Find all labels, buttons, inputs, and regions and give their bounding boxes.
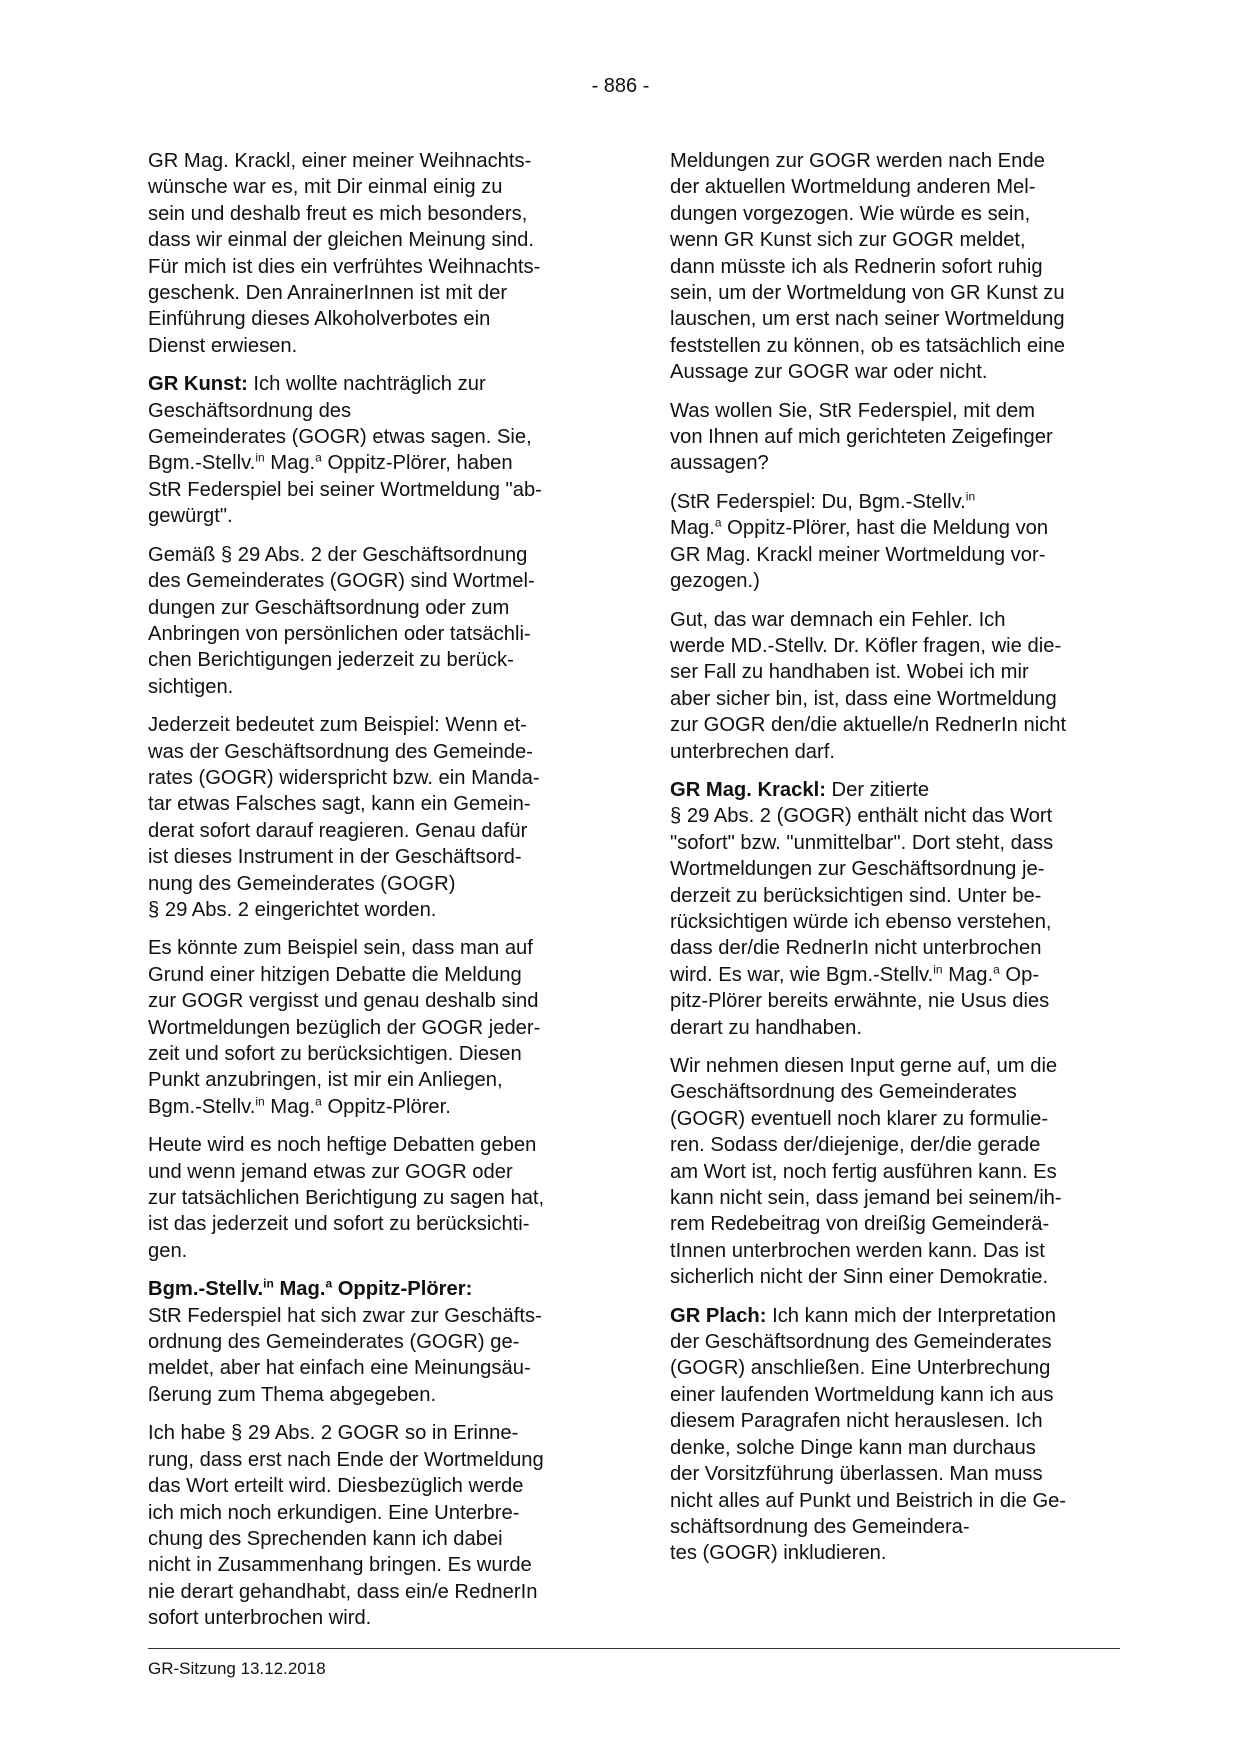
- speaker-name: GR Mag. Krackl:: [670, 778, 826, 801]
- text-line: (StR Federspiel: Du, Bgm.-Stellv.: [670, 490, 966, 513]
- text-line: Einführung dieses Alkoholverbotes ein: [148, 308, 491, 331]
- text-line: "sofort" bzw. "unmittelbar". Dort steht, dass: [670, 831, 1054, 854]
- paragraph-meldungen: [670, 148, 1130, 386]
- text-line: Oppitz-Plörer, hast die Meldung von: [721, 517, 1049, 540]
- paragraph-zwischenruf: [670, 489, 1130, 595]
- text-line: Oppitz-Plörer.: [321, 1095, 451, 1118]
- text-line: chen Berichtigungen jederzeit zu berück-: [148, 649, 514, 672]
- text-line: Dienst erwiesen.: [148, 334, 298, 357]
- text-line: der Vorsitzführung überlassen. Man muss: [670, 1463, 1043, 1486]
- text-line: Geschäftsordnung des: [148, 399, 352, 422]
- text-line: StR Federspiel bei seiner Wortmeldung "ab-: [148, 478, 542, 501]
- paragraph-oppitz-ploerer: [148, 1276, 608, 1408]
- superscript: a: [325, 1276, 333, 1291]
- text-line: Oppitz-Plörer, haben: [321, 452, 513, 475]
- speaker-name: Bgm.-Stellv.$^{in}$ Mag.$^a$ Oppitz-Plörer:: [148, 1276, 473, 1301]
- text-line: und wenn jemand etwas zur GOGR oder: [148, 1160, 513, 1183]
- text-line: Bgm.-Stellv.: [148, 452, 256, 475]
- text-line: tInnen unterbrochen werden kann. Das ist: [670, 1239, 1045, 1262]
- text-line: Wortmeldungen bezüglich der GOGR jeder-: [148, 1016, 541, 1039]
- text-line: derart zu handhaben.: [670, 1016, 862, 1039]
- superscript: a: [315, 450, 322, 465]
- text-line: Grund einer hitzigen Debatte die Meldung: [148, 963, 522, 986]
- text-line: ist das jederzeit und sofort zu berücksichti-: [148, 1213, 530, 1236]
- text-line: Punkt anzubringen, ist mir ein Anliegen,: [148, 1069, 503, 1092]
- text-line: diesem Paragrafen nicht herauslesen. Ich: [670, 1410, 1043, 1433]
- superscript: a: [315, 1094, 322, 1109]
- text-line: nicht alles auf Punkt und Beistrich in die Ge-: [670, 1489, 1067, 1512]
- text-line: Wortmeldungen zur Geschäftsordnung je-: [670, 858, 1045, 881]
- superscript: in: [263, 1276, 274, 1291]
- text-line: Ich wollte nachträglich zur: [247, 373, 486, 396]
- left-column: [148, 148, 608, 1644]
- text-line: Ich kann mich der Interpretation: [766, 1304, 1056, 1327]
- footer-divider: [148, 1648, 1120, 1649]
- text-line: aussagen?: [670, 452, 769, 475]
- paragraph-gr-kunst: [148, 371, 608, 529]
- text-line: von Ihnen auf mich gerichteten Zeigefinger: [670, 426, 1053, 449]
- text-line: Op-: [999, 963, 1040, 986]
- text-line: rücksichtigen würde ich ebenso verstehen,: [670, 910, 1052, 933]
- text-line: tes (GOGR) inkludieren.: [670, 1542, 887, 1565]
- text-line: der aktuellen Wortmeldung anderen Mel-: [670, 176, 1036, 199]
- superscript: in: [933, 962, 943, 977]
- text-line: wird. Es war, wie Bgm.-Stellv.: [670, 963, 934, 986]
- paragraph-gr-plach: [670, 1303, 1130, 1567]
- text-line: dass der/die RednerIn nicht unterbrochen: [670, 937, 1042, 960]
- right-column: [670, 148, 1130, 1579]
- paragraph-gemaess-29: [148, 542, 608, 700]
- speaker-name: GR Kunst:: [148, 373, 248, 396]
- text-line: denke, solche Dinge kann man durchaus: [670, 1436, 1036, 1459]
- text-line: chung des Sprechenden kann ich dabei: [148, 1527, 503, 1550]
- text-line: Für mich ist dies ein verfrühtes Weihnachts-: [148, 255, 541, 278]
- text-line: Wir nehmen diesen Input gerne auf, um die: [670, 1055, 1058, 1077]
- text-line: was der Geschäftsordnung des Gemeinde-: [148, 740, 533, 763]
- text-line: ser Fall zu handhaben ist. Wobei ich mir: [670, 661, 1029, 684]
- text-line: gezogen.): [670, 570, 760, 593]
- text-line: ordnung des Gemeinderates (GOGR) ge-: [148, 1331, 520, 1354]
- paragraph-erinnerung: [148, 1420, 608, 1631]
- paragraph-zeigefinger: [670, 398, 1130, 477]
- text-line: dungen zur Geschäftsordnung oder zum: [148, 596, 510, 619]
- text-line: Bgm.-Stellv.: [148, 1095, 256, 1118]
- text-line: rem Redebeitrag von dreißig Gemeinderä-: [670, 1213, 1050, 1236]
- text-line: Jederzeit bedeutet zum Beispiel: Wenn et-: [148, 714, 527, 737]
- text-line: § 29 Abs. 2 (GOGR) enthält nicht das Wort: [670, 805, 1053, 828]
- text-line: Mag.: [942, 963, 994, 986]
- text-line: werde MD.-Stellv. Dr. Köfler fragen, wie die-: [670, 634, 1062, 657]
- paragraph-hitzige-debatte: [148, 935, 608, 1120]
- text-line: Ich habe § 29 Abs. 2 GOGR so in Erinne-: [148, 1422, 519, 1445]
- text-line: Was wollen Sie, StR Federspiel, mit dem: [670, 399, 1035, 422]
- superscript: in: [255, 1094, 265, 1109]
- text-line: ich mich noch erkundigen. Eine Unterbre-: [148, 1501, 520, 1524]
- text-line: lauschen, um erst nach seiner Wortmeldung: [670, 308, 1065, 331]
- text-line: nicht in Zusammenhang bringen. Es wurde: [148, 1554, 532, 1577]
- text-line: Geschäftsordnung des Gemeinderates: [670, 1081, 1017, 1104]
- text-line: der Geschäftsordnung des Gemeinderates: [670, 1331, 1052, 1354]
- text-line: Es könnte zum Beispiel sein, dass man auf: [148, 937, 533, 960]
- text-line: derzeit zu berücksichtigen sind. Unter be-: [670, 884, 1042, 907]
- text-line: (GOGR) anschließen. Eine Unterbrechung: [670, 1357, 1051, 1380]
- text-line: GR Mag. Krackl meiner Wortmeldung vor-: [670, 543, 1046, 566]
- text-line: pitz-Plörer bereits erwähnte, nie Usus dies: [670, 990, 1050, 1013]
- text-line: rung, dass erst nach Ende der Wortmeldung: [148, 1448, 544, 1471]
- text-line: Gemeinderates (GOGR) etwas sagen. Sie,: [148, 426, 532, 449]
- speaker-name: GR Plach:: [670, 1304, 767, 1327]
- paragraph-fehler: [670, 607, 1130, 765]
- text-line: § 29 Abs. 2 eingerichtet worden.: [148, 898, 437, 921]
- text-line: dann müsste ich als Rednerin sofort ruhig: [670, 255, 1043, 278]
- text-line: Der zitierte: [825, 778, 930, 801]
- text-line: GR Mag. Krackl, einer meiner Weihnachts-: [148, 150, 532, 172]
- text-line: sein und deshalb freut es mich besonders,: [148, 202, 528, 225]
- text-line: zeit und sofort zu berücksichtigen. Diesen: [148, 1043, 522, 1065]
- text-line: sein, um der Wortmeldung von GR Kunst zu: [670, 282, 1065, 305]
- footer-session-date: GR-Sitzung 13.12.2018: [148, 1659, 326, 1678]
- text-line: tar etwas Falsches sagt, kann ein Gemein-: [148, 793, 531, 816]
- text-line: sicherlich nicht der Sinn einer Demokratie.: [670, 1266, 1049, 1289]
- text-line: gewürgt".: [148, 505, 233, 528]
- text-line: am Wort ist, noch fertig ausführen kann. Es: [670, 1160, 1057, 1183]
- superscript: a: [993, 962, 1000, 977]
- text-line: geschenk. Den AnrainerInnen ist mit der: [148, 282, 508, 305]
- text-line: ßerung zum Thema abgegeben.: [148, 1383, 437, 1406]
- superscript: in: [255, 450, 265, 465]
- text-line: nie derart gehandhabt, dass ein/e RednerIn: [148, 1580, 538, 1603]
- text-line: meldet, aber hat einfach eine Meinungsäu-: [148, 1357, 531, 1380]
- paragraph-weihnachtswunsch: [148, 148, 608, 359]
- text-line: Heute wird es noch heftige Debatten geben: [148, 1134, 537, 1157]
- paragraph-heute: [148, 1132, 608, 1264]
- text-line: Mag.: [264, 452, 316, 475]
- text-line: das Wort erteilt wird. Diesbezüglich werde: [148, 1475, 524, 1498]
- text-line: des Gemeinderates (GOGR) sind Wortmel-: [148, 570, 535, 593]
- text-line: rates (GOGR) widerspricht bzw. ein Manda-: [148, 766, 540, 789]
- paragraph-gr-krackl: [670, 777, 1130, 1041]
- text-line: aber sicher bin, ist, dass eine Wortmeldung: [670, 687, 1057, 710]
- text-line: wenn GR Kunst sich zur GOGR meldet,: [670, 229, 1026, 252]
- text-line: dass wir einmal der gleichen Meinung sind.: [148, 229, 535, 252]
- text-line: dungen vorgezogen. Wie würde es sein,: [670, 202, 1031, 225]
- text-line: Mag.: [264, 1095, 316, 1118]
- text-line: schäftsordnung des Gemeindera-: [670, 1515, 970, 1538]
- text-line: Mag.: [670, 517, 715, 540]
- text-line: nung des Gemeinderates (GOGR): [148, 872, 456, 895]
- text-line: wünsche war es, mit Dir einmal einig zu: [148, 176, 503, 199]
- paragraph-input: [670, 1053, 1130, 1291]
- text-line: zur GOGR vergisst und genau deshalb sind: [148, 990, 539, 1013]
- paragraph-jederzeit: [148, 712, 608, 923]
- text-line: Gemäß § 29 Abs. 2 der Geschäftsordnung: [148, 543, 528, 566]
- page-number: - 886 -: [591, 75, 650, 97]
- text-line: ist dieses Instrument in der Geschäftsord-: [148, 846, 522, 869]
- text-line: einer laufenden Wortmeldung kann ich aus: [670, 1383, 1054, 1406]
- text-line: gen.: [148, 1239, 188, 1262]
- text-line: unterbrechen darf.: [670, 740, 835, 763]
- text-line: zur tatsächlichen Berichtigung zu sagen hat,: [148, 1187, 545, 1210]
- text-line: ren. Sodass der/diejenige, der/die gerade: [670, 1134, 1041, 1157]
- text-line: sofort unterbrochen wird.: [148, 1607, 372, 1630]
- text-line: feststellen zu können, ob es tatsächlich eine: [670, 334, 1066, 357]
- text-line: Gut, das war demnach ein Fehler. Ich: [670, 608, 1006, 631]
- text-line: (GOGR) eventuell noch klarer zu formulie-: [670, 1107, 1049, 1130]
- text-line: derat sofort darauf reagieren. Genau dafür: [148, 819, 528, 842]
- text-line: Meldungen zur GOGR werden nach Ende: [670, 150, 1045, 172]
- text-line: sichtigen.: [148, 675, 234, 698]
- superscript: a: [714, 515, 722, 530]
- superscript: in: [965, 489, 976, 504]
- text-line: StR Federspiel hat sich zwar zur Geschäfts-: [148, 1304, 542, 1327]
- text-line: kann nicht sein, dass jemand bei seinem/ih-: [670, 1187, 1062, 1210]
- text-line: Aussage zur GOGR war oder nicht.: [670, 361, 988, 384]
- text-line: zur GOGR den/die aktuelle/n RednerIn nicht: [670, 714, 1067, 737]
- text-line: Anbringen von persönlichen oder tatsächli-: [148, 622, 531, 645]
